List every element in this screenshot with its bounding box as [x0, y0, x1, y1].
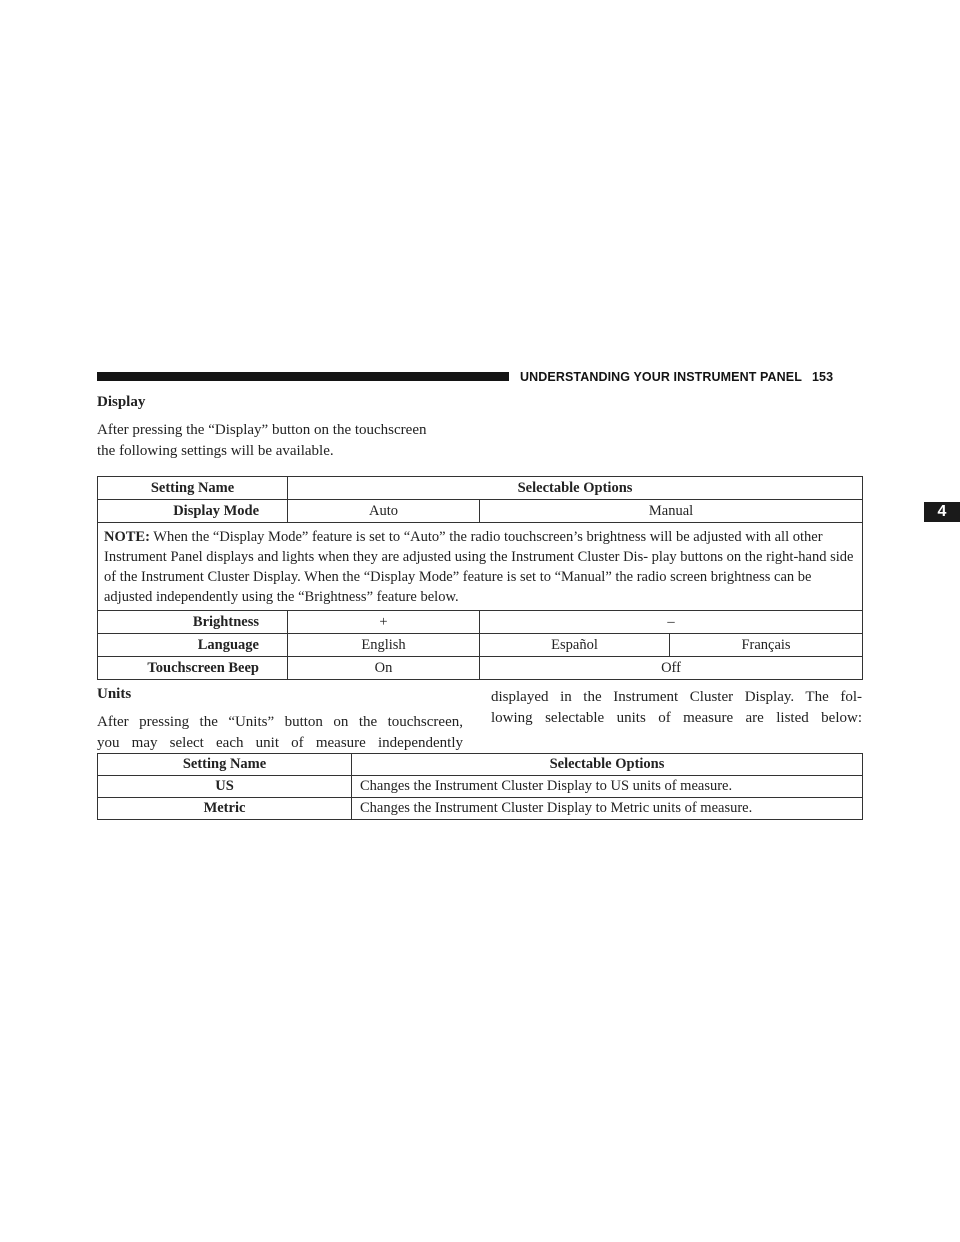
table-row — [98, 776, 863, 798]
running-header — [520, 370, 833, 384]
note-row — [98, 523, 863, 611]
option-cell: On — [288, 657, 480, 680]
table-row — [98, 611, 863, 634]
units-intro-line: you may select each unit of measure independently — [97, 735, 463, 751]
display-heading: Display — [97, 394, 146, 410]
option-description: Changes the Instrument Cluster Display to Metric units of measure. — [352, 798, 863, 820]
col-header-setting: Setting Name — [98, 754, 352, 776]
table-header-row — [98, 477, 863, 500]
note-cell — [98, 523, 863, 611]
option-cell: Manual — [480, 500, 863, 523]
table-row — [98, 634, 863, 657]
setting-name: Metric — [98, 798, 352, 820]
setting-name: Language — [98, 634, 288, 657]
units-intro-right — [491, 687, 862, 729]
option-description: Changes the Instrument Cluster Display to US units of measure. — [352, 776, 863, 798]
units-settings-table — [97, 753, 863, 820]
units-intro-left — [97, 712, 463, 754]
header-title: UNDERSTANDING YOUR INSTRUMENT PANEL — [520, 370, 802, 384]
units-heading: Units — [97, 686, 132, 702]
display-intro — [97, 420, 477, 462]
col-header-setting: Setting Name — [98, 477, 288, 500]
table-header-row — [98, 754, 863, 776]
option-cell: Off — [480, 657, 863, 680]
option-cell: Français — [670, 634, 863, 657]
table-row — [98, 657, 863, 680]
setting-name: Touchscreen Beep — [98, 657, 288, 680]
units-intro-line: displayed in the Instrument Cluster Display. The fol- — [491, 689, 862, 705]
units-intro-line: After pressing the “Units” button on the touchscreen, — [97, 714, 463, 730]
display-intro-line: the following settings will be available. — [97, 443, 334, 459]
display-settings-table — [97, 476, 863, 680]
table-row — [98, 798, 863, 820]
setting-name: Display Mode — [98, 500, 288, 523]
header-rule — [97, 372, 509, 381]
display-intro-line: After pressing the “Display” button on the touchscreen — [97, 422, 427, 438]
col-header-options: Selectable Options — [288, 477, 863, 500]
note-text: When the “Display Mode” feature is set to “Auto” the radio touchscreen’s brightness will be adjusted with all other Instrument Panel displays and lights when they are adjusted using the Instrument Cluster Dis- play buttons on the right-hand side of the Instrument Cluster Display. When the “Display Mode” feature is set to “Manual” the radio screen brightness can be adjusted independently using the “Brightness” feature below. — [104, 529, 854, 605]
option-cell: Auto — [288, 500, 480, 523]
setting-name: Brightness — [98, 611, 288, 634]
option-cell: Español — [480, 634, 670, 657]
setting-name: US — [98, 776, 352, 798]
chapter-tab: 4 — [924, 502, 960, 522]
option-cell: – — [480, 611, 863, 634]
col-header-options: Selectable Options — [352, 754, 863, 776]
page-number: 153 — [811, 370, 834, 384]
table-row — [98, 500, 863, 523]
units-intro-line: lowing selectable units of measure are listed below: — [491, 710, 862, 726]
option-cell: English — [288, 634, 480, 657]
option-cell: + — [288, 611, 480, 634]
note-label: NOTE: — [104, 529, 150, 545]
